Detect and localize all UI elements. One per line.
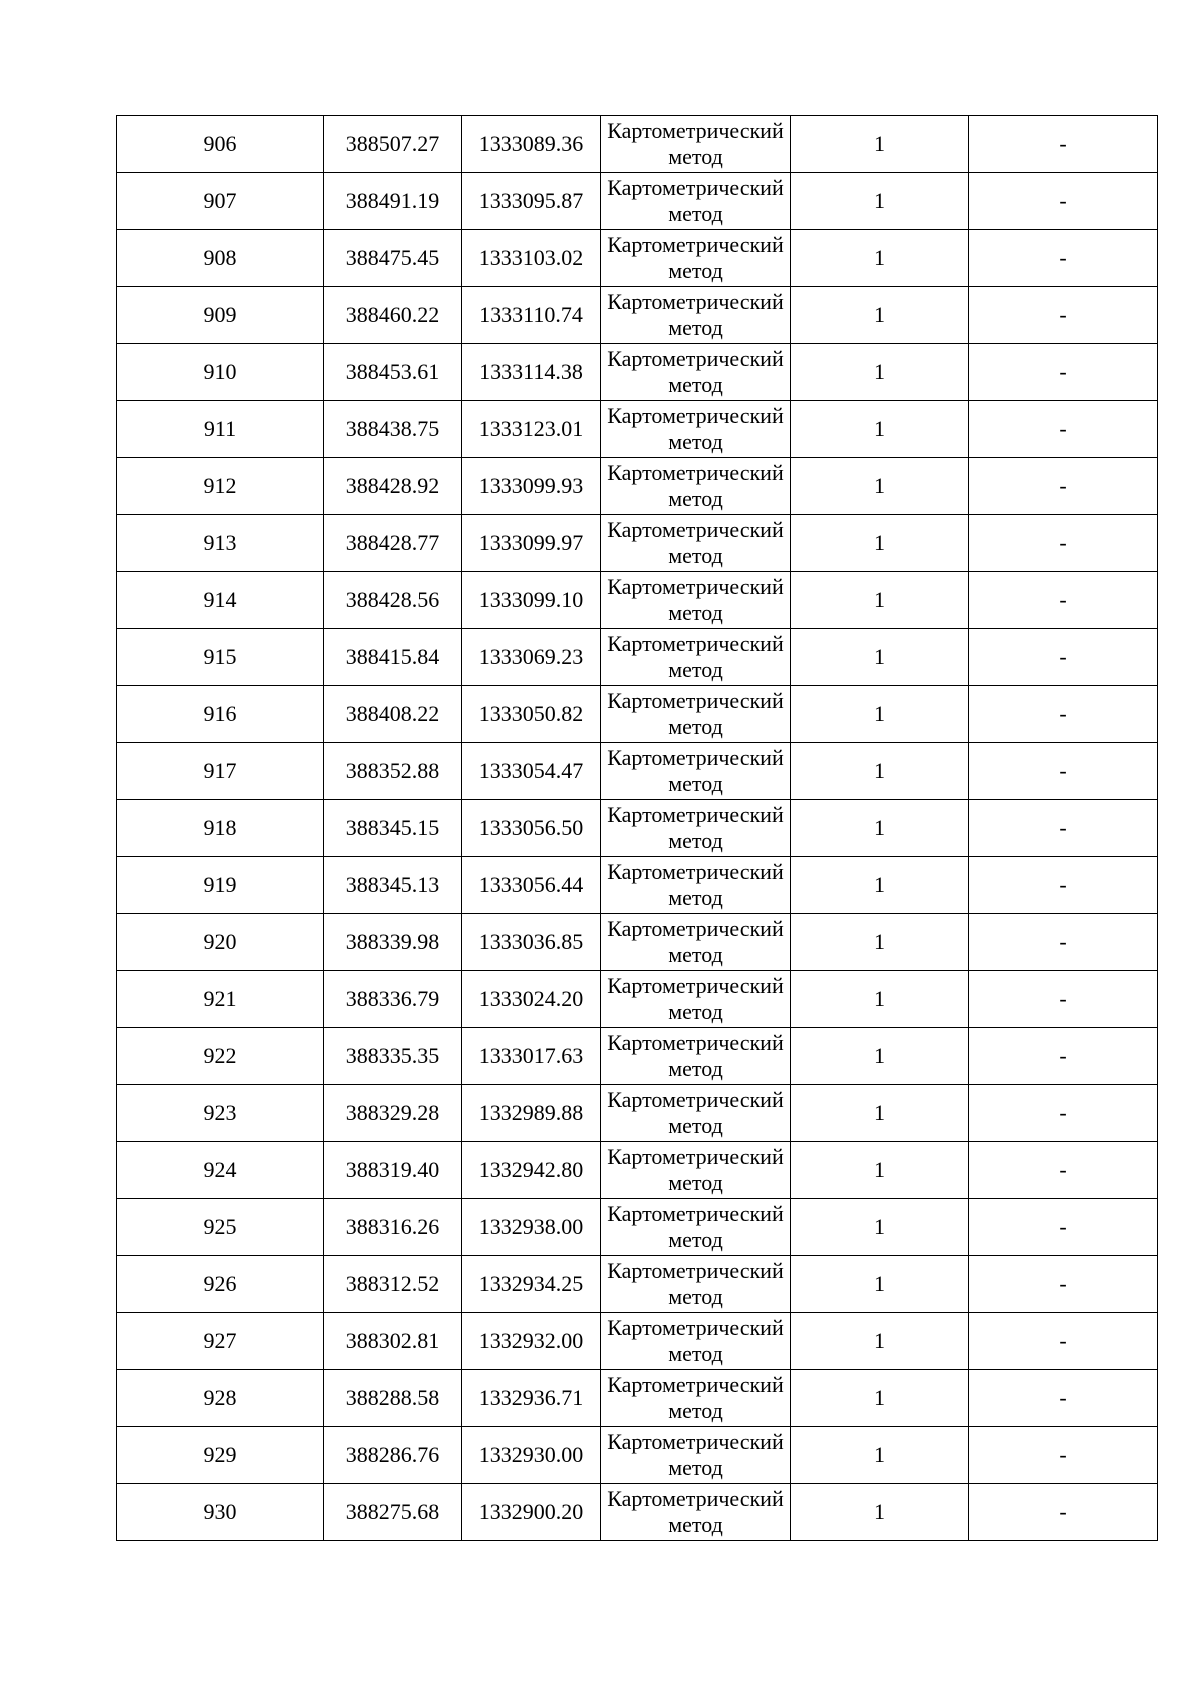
- method-cell: Картометрический метод: [601, 1427, 791, 1484]
- x-coordinate-cell: 388275.68: [324, 1484, 462, 1541]
- description-cell: -: [969, 800, 1158, 857]
- description-cell: -: [969, 287, 1158, 344]
- accuracy-cell: 1: [791, 287, 969, 344]
- accuracy-cell: 1: [791, 629, 969, 686]
- x-coordinate-cell: 388319.40: [324, 1142, 462, 1199]
- x-coordinate-cell: 388507.27: [324, 116, 462, 173]
- y-coordinate-cell: 1332934.25: [462, 1256, 601, 1313]
- y-coordinate-cell: 1333114.38: [462, 344, 601, 401]
- point-number-cell: 917: [117, 743, 324, 800]
- table-row: [117, 230, 1158, 287]
- method-cell: Картометрический метод: [601, 173, 791, 230]
- coordinates-table-body: [117, 116, 1158, 1541]
- y-coordinate-cell: 1333099.93: [462, 458, 601, 515]
- method-cell: Картометрический метод: [601, 800, 791, 857]
- accuracy-cell: 1: [791, 458, 969, 515]
- table-row: [117, 1085, 1158, 1142]
- accuracy-cell: 1: [791, 800, 969, 857]
- description-cell: -: [969, 971, 1158, 1028]
- method-cell: Картометрический метод: [601, 1313, 791, 1370]
- y-coordinate-cell: 1332936.71: [462, 1370, 601, 1427]
- method-cell: Картометрический метод: [601, 344, 791, 401]
- x-coordinate-cell: 388460.22: [324, 287, 462, 344]
- table-row: [117, 1370, 1158, 1427]
- y-coordinate-cell: 1332938.00: [462, 1199, 601, 1256]
- method-cell: Картометрический метод: [601, 1256, 791, 1313]
- x-coordinate-cell: 388302.81: [324, 1313, 462, 1370]
- method-cell: Картометрический метод: [601, 914, 791, 971]
- point-number-cell: 928: [117, 1370, 324, 1427]
- y-coordinate-cell: 1333036.85: [462, 914, 601, 971]
- table-row: [117, 1028, 1158, 1085]
- table-row: [117, 686, 1158, 743]
- x-coordinate-cell: 388415.84: [324, 629, 462, 686]
- accuracy-cell: 1: [791, 686, 969, 743]
- table-row: [117, 1199, 1158, 1256]
- y-coordinate-cell: 1333089.36: [462, 116, 601, 173]
- method-cell: Картометрический метод: [601, 1199, 791, 1256]
- accuracy-cell: 1: [791, 230, 969, 287]
- accuracy-cell: 1: [791, 401, 969, 458]
- y-coordinate-cell: 1333050.82: [462, 686, 601, 743]
- table-row: [117, 1313, 1158, 1370]
- point-number-cell: 919: [117, 857, 324, 914]
- description-cell: -: [969, 914, 1158, 971]
- point-number-cell: 909: [117, 287, 324, 344]
- description-cell: -: [969, 1313, 1158, 1370]
- accuracy-cell: 1: [791, 971, 969, 1028]
- description-cell: -: [969, 1028, 1158, 1085]
- method-cell: Картометрический метод: [601, 629, 791, 686]
- table-row: [117, 1142, 1158, 1199]
- method-cell: Картометрический метод: [601, 971, 791, 1028]
- point-number-cell: 915: [117, 629, 324, 686]
- accuracy-cell: 1: [791, 344, 969, 401]
- method-cell: Картометрический метод: [601, 1028, 791, 1085]
- x-coordinate-cell: 388453.61: [324, 344, 462, 401]
- y-coordinate-cell: 1332942.80: [462, 1142, 601, 1199]
- table-row: [117, 1484, 1158, 1541]
- description-cell: -: [969, 116, 1158, 173]
- table-row: [117, 515, 1158, 572]
- method-cell: Картометрический метод: [601, 743, 791, 800]
- method-cell: Картометрический метод: [601, 401, 791, 458]
- description-cell: -: [969, 1370, 1158, 1427]
- x-coordinate-cell: 388475.45: [324, 230, 462, 287]
- description-cell: -: [969, 1199, 1158, 1256]
- y-coordinate-cell: 1332930.00: [462, 1427, 601, 1484]
- table-row: [117, 800, 1158, 857]
- method-cell: Картометрический метод: [601, 1085, 791, 1142]
- y-coordinate-cell: 1332900.20: [462, 1484, 601, 1541]
- table-row: [117, 743, 1158, 800]
- method-cell: Картометрический метод: [601, 287, 791, 344]
- accuracy-cell: 1: [791, 1484, 969, 1541]
- method-cell: Картометрический метод: [601, 1484, 791, 1541]
- point-number-cell: 908: [117, 230, 324, 287]
- table-row: [117, 971, 1158, 1028]
- y-coordinate-cell: 1333069.23: [462, 629, 601, 686]
- table-row: [117, 458, 1158, 515]
- table-row: [117, 401, 1158, 458]
- description-cell: -: [969, 629, 1158, 686]
- point-number-cell: 918: [117, 800, 324, 857]
- y-coordinate-cell: 1333103.02: [462, 230, 601, 287]
- accuracy-cell: 1: [791, 1370, 969, 1427]
- accuracy-cell: 1: [791, 1199, 969, 1256]
- table-row: [117, 344, 1158, 401]
- description-cell: -: [969, 1142, 1158, 1199]
- x-coordinate-cell: 388316.26: [324, 1199, 462, 1256]
- description-cell: -: [969, 1256, 1158, 1313]
- description-cell: -: [969, 572, 1158, 629]
- x-coordinate-cell: 388352.88: [324, 743, 462, 800]
- point-number-cell: 911: [117, 401, 324, 458]
- description-cell: -: [969, 1484, 1158, 1541]
- point-number-cell: 929: [117, 1427, 324, 1484]
- point-number-cell: 927: [117, 1313, 324, 1370]
- accuracy-cell: 1: [791, 1427, 969, 1484]
- accuracy-cell: 1: [791, 1028, 969, 1085]
- x-coordinate-cell: 388345.13: [324, 857, 462, 914]
- point-number-cell: 910: [117, 344, 324, 401]
- point-number-cell: 906: [117, 116, 324, 173]
- method-cell: Картометрический метод: [601, 857, 791, 914]
- point-number-cell: 912: [117, 458, 324, 515]
- y-coordinate-cell: 1333056.50: [462, 800, 601, 857]
- y-coordinate-cell: 1333110.74: [462, 287, 601, 344]
- accuracy-cell: 1: [791, 515, 969, 572]
- coordinates-table: [116, 115, 1158, 1541]
- point-number-cell: 920: [117, 914, 324, 971]
- point-number-cell: 921: [117, 971, 324, 1028]
- description-cell: -: [969, 1427, 1158, 1484]
- table-row: [117, 629, 1158, 686]
- description-cell: -: [969, 344, 1158, 401]
- description-cell: -: [969, 401, 1158, 458]
- method-cell: Картометрический метод: [601, 515, 791, 572]
- accuracy-cell: 1: [791, 743, 969, 800]
- accuracy-cell: 1: [791, 1142, 969, 1199]
- point-number-cell: 924: [117, 1142, 324, 1199]
- x-coordinate-cell: 388339.98: [324, 914, 462, 971]
- description-cell: -: [969, 1085, 1158, 1142]
- x-coordinate-cell: 388312.52: [324, 1256, 462, 1313]
- table-row: [117, 173, 1158, 230]
- y-coordinate-cell: 1333017.63: [462, 1028, 601, 1085]
- point-number-cell: 926: [117, 1256, 324, 1313]
- y-coordinate-cell: 1333095.87: [462, 173, 601, 230]
- table-row: [117, 914, 1158, 971]
- description-cell: -: [969, 230, 1158, 287]
- point-number-cell: 925: [117, 1199, 324, 1256]
- x-coordinate-cell: 388345.15: [324, 800, 462, 857]
- point-number-cell: 914: [117, 572, 324, 629]
- x-coordinate-cell: 388491.19: [324, 173, 462, 230]
- point-number-cell: 916: [117, 686, 324, 743]
- x-coordinate-cell: 388428.56: [324, 572, 462, 629]
- y-coordinate-cell: 1333024.20: [462, 971, 601, 1028]
- x-coordinate-cell: 388288.58: [324, 1370, 462, 1427]
- method-cell: Картометрический метод: [601, 1142, 791, 1199]
- y-coordinate-cell: 1332932.00: [462, 1313, 601, 1370]
- accuracy-cell: 1: [791, 857, 969, 914]
- description-cell: -: [969, 686, 1158, 743]
- x-coordinate-cell: 388428.92: [324, 458, 462, 515]
- method-cell: Картометрический метод: [601, 230, 791, 287]
- point-number-cell: 907: [117, 173, 324, 230]
- y-coordinate-cell: 1333123.01: [462, 401, 601, 458]
- x-coordinate-cell: 388408.22: [324, 686, 462, 743]
- point-number-cell: 922: [117, 1028, 324, 1085]
- accuracy-cell: 1: [791, 1085, 969, 1142]
- method-cell: Картометрический метод: [601, 116, 791, 173]
- table-row: [117, 572, 1158, 629]
- description-cell: -: [969, 743, 1158, 800]
- x-coordinate-cell: 388336.79: [324, 971, 462, 1028]
- table-row: [117, 857, 1158, 914]
- description-cell: -: [969, 857, 1158, 914]
- x-coordinate-cell: 388286.76: [324, 1427, 462, 1484]
- description-cell: -: [969, 458, 1158, 515]
- accuracy-cell: 1: [791, 914, 969, 971]
- x-coordinate-cell: 388335.35: [324, 1028, 462, 1085]
- table-row: [117, 1427, 1158, 1484]
- accuracy-cell: 1: [791, 572, 969, 629]
- x-coordinate-cell: 388438.75: [324, 401, 462, 458]
- x-coordinate-cell: 388428.77: [324, 515, 462, 572]
- method-cell: Картометрический метод: [601, 686, 791, 743]
- y-coordinate-cell: 1333054.47: [462, 743, 601, 800]
- method-cell: Картометрический метод: [601, 572, 791, 629]
- point-number-cell: 930: [117, 1484, 324, 1541]
- x-coordinate-cell: 388329.28: [324, 1085, 462, 1142]
- point-number-cell: 913: [117, 515, 324, 572]
- table-row: [117, 1256, 1158, 1313]
- y-coordinate-cell: 1333099.97: [462, 515, 601, 572]
- description-cell: -: [969, 515, 1158, 572]
- y-coordinate-cell: 1332989.88: [462, 1085, 601, 1142]
- accuracy-cell: 1: [791, 1313, 969, 1370]
- point-number-cell: 923: [117, 1085, 324, 1142]
- description-cell: -: [969, 173, 1158, 230]
- accuracy-cell: 1: [791, 173, 969, 230]
- table-row: [117, 287, 1158, 344]
- y-coordinate-cell: 1333056.44: [462, 857, 601, 914]
- y-coordinate-cell: 1333099.10: [462, 572, 601, 629]
- accuracy-cell: 1: [791, 116, 969, 173]
- accuracy-cell: 1: [791, 1256, 969, 1313]
- table-row: [117, 116, 1158, 173]
- method-cell: Картометрический метод: [601, 1370, 791, 1427]
- method-cell: Картометрический метод: [601, 458, 791, 515]
